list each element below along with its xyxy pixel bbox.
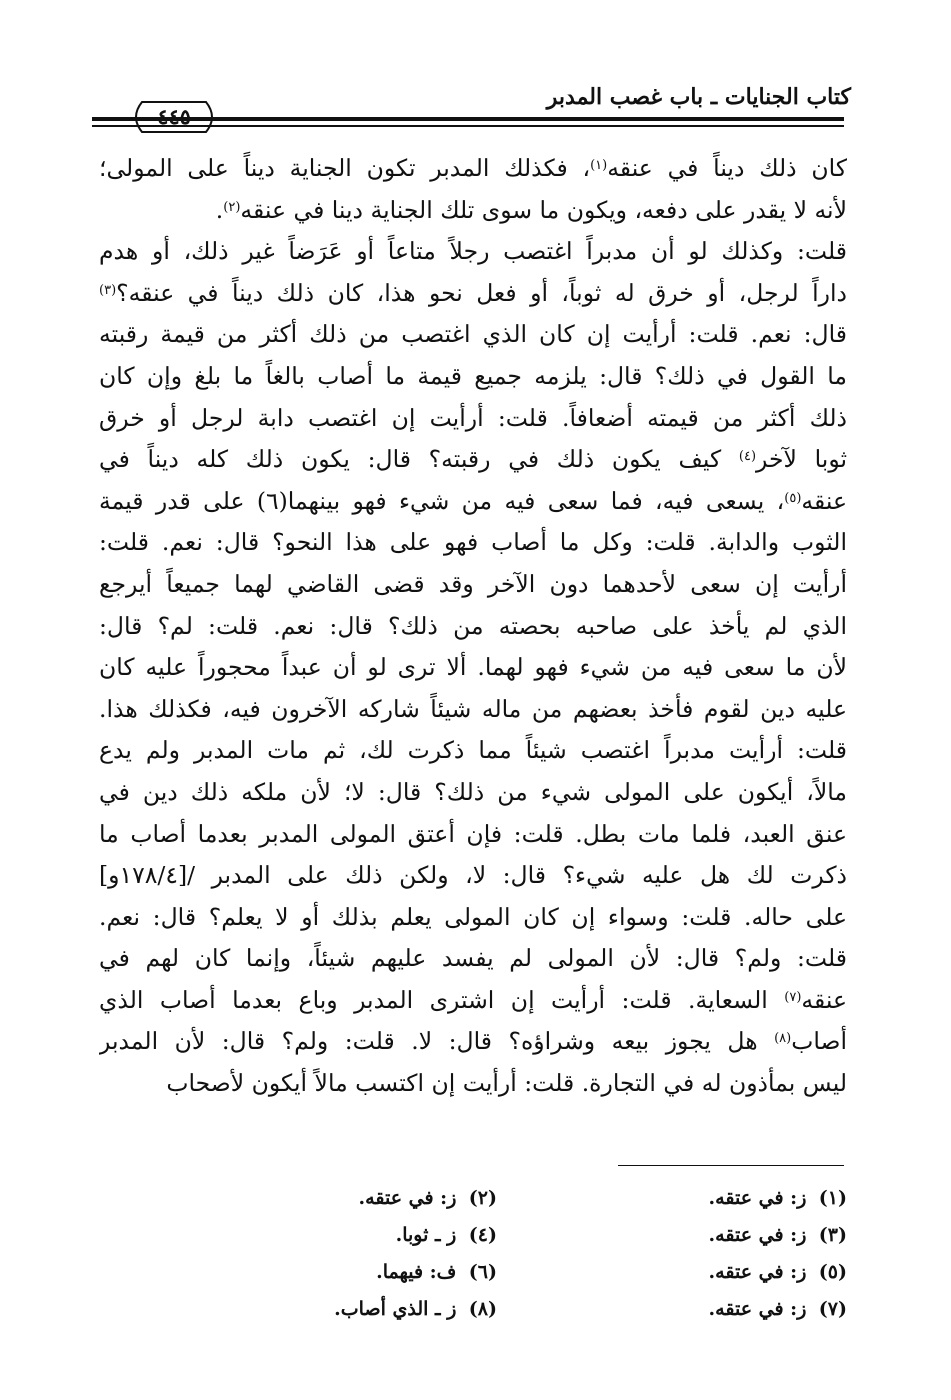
text-line [99, 356, 847, 398]
footnote-item [517, 1291, 847, 1328]
text-segment: لأنه لا يقدر على دفعه، ويكون ما سوى تلك الجناية دينا في عنقه [240, 195, 847, 224]
text-segment: قلت: وكذلك لو أن مدبراً اغتصب رجلاً متاعاً أو عَرَضاً غير ذلك، أو هدم [99, 237, 847, 266]
footnote-number: (٧) [818, 1298, 847, 1320]
footnote-item [167, 1254, 497, 1291]
footnote-number: (١) [818, 1187, 847, 1209]
footnote-marker: (٤) [738, 449, 757, 465]
footnote-item [167, 1217, 497, 1254]
footnote-marker: (٧) [784, 989, 802, 1005]
text-segment: ، يسعى فيه، فما سعى فيه من شيء فهو بينهما(٦) على قدر قيمة [99, 486, 785, 515]
text-segment: الثوب والدابة. قلت: وكل ما أصاب فهو على هذا النحو؟ قال: نعم. قلت: [99, 528, 847, 557]
footnote-number: (٦) [468, 1261, 497, 1283]
text-segment: على حاله. قلت: وسواء إن كان المولى يعلم بذلك أو لا يعلم؟ قال: نعم. [99, 902, 847, 931]
text-segment: أصاب [791, 1027, 847, 1056]
footnotes-right-column [517, 1180, 847, 1328]
footnote-text: ز: في عتقه. [708, 1187, 807, 1209]
text-line [99, 273, 847, 315]
footnote-text: ف: فيهما. [376, 1261, 457, 1283]
text-line [99, 772, 847, 814]
text-line [99, 231, 847, 273]
header-rule-thin [92, 125, 844, 127]
text-segment: قال: نعم. قلت: أرأيت إن كان الذي اغتصب من ذلك أكثر من قيمة رقبته [99, 320, 847, 349]
text-line [99, 606, 847, 648]
text-segment: عنقه [801, 985, 847, 1014]
footnote-number: (٤) [468, 1224, 497, 1246]
footnote-number: (٨) [468, 1298, 497, 1320]
text-segment: عنق العبد، فلما مات بطل. قلت: فإن أعتق المولى المدبر بعدما أصاب ما [99, 819, 847, 848]
text-segment: . [215, 195, 224, 224]
footnote-marker: (١) [590, 158, 608, 173]
footnote-item [517, 1180, 847, 1217]
footnote-marker: (٢) [223, 199, 241, 215]
header-rule-thick [92, 117, 844, 121]
text-segment: أرأيت إن سعى لأحدهما دون الآخر وقد قضى القاضي لهما جميعاً أيرجع [99, 569, 847, 598]
text-line [99, 439, 847, 481]
text-line [99, 148, 847, 190]
text-line [99, 938, 847, 980]
footnote-number: (٥) [818, 1261, 847, 1283]
text-segment: عنقه [801, 486, 847, 515]
text-line [99, 481, 847, 523]
text-segment: السعاية. قلت: أرأيت إن اشترى المدبر وباع بعدما أصاب الذي [99, 985, 785, 1014]
footnotes-left-column [167, 1180, 497, 1328]
text-segment: ما القول في ذلك؟ قال: يلزمه جميع قيمة ما أصاب بالغاً ما بلغ وإن كان [99, 361, 847, 390]
footnote-text: ز: في عتقه. [708, 1261, 807, 1283]
footnote-item [167, 1180, 497, 1217]
text-segment: عليه دين لقوم فأخذ بعضهم من ماله شيئاً شاركه الآخرون فيه، فكذلك هذا. [99, 694, 847, 723]
main-text [99, 148, 847, 1105]
text-line [99, 730, 847, 772]
text-line [99, 647, 847, 689]
text-line [99, 190, 847, 232]
text-segment: لأن ما سعى فيه من شيء فهو لهما. ألا ترى لو أن عبداً محجوراً عليه كان [99, 653, 847, 682]
text-line [99, 1021, 847, 1063]
footnote-marker: (٨) [774, 1031, 792, 1047]
text-segment: كيف يكون ذلك في رقبته؟ قال: يكون ذلك كله ديناً في [99, 445, 739, 474]
footnote-text: ز: في عتقه. [708, 1298, 807, 1320]
text-line [99, 814, 847, 856]
footnote-text: ز ـ الذي أصاب. [334, 1298, 457, 1320]
text-line [99, 980, 847, 1022]
text-segment: ذلك أكثر من قيمته أضعافاً. قلت: أرأيت إن اغتصب دابة لرجل أو خرق [99, 403, 847, 432]
footnote-item [517, 1254, 847, 1291]
text-line [99, 564, 847, 606]
text-segment: ليس بمأذون له في التجارة. قلت: أرأيت إن اكتسب مالاً أيكون لأصحاب [166, 1069, 847, 1098]
text-segment: قلت: أرأيت مدبراً اغتصب شيئاً مما ذكرت لك، ثم مات المدبر ولم يدع [99, 736, 847, 765]
footnote-item [167, 1291, 497, 1328]
footnote-text: ز ـ ثوبا. [395, 1224, 457, 1246]
text-segment: ذكرت لك هل عليه شيء؟ قال: لا، ولكن ذلك على المدبر /[١٧٨/٤و] [99, 861, 847, 890]
text-line [99, 897, 847, 939]
text-segment: كان ذلك ديناً في عنقه [607, 154, 847, 182]
text-line [99, 522, 847, 564]
text-segment: ، فكذلك المدبر تكون الجناية ديناً على المولى؛ [99, 154, 591, 182]
text-segment: مالاً، أيكون على المولى شيء من ذلك؟ قال: لا؛ لأن ملكه ذلك دين في [99, 777, 847, 806]
text-segment: الذي لم يأخذ على صاحبه بحصته من ذلك؟ قال: نعم. قلت: لم؟ قال: [99, 611, 847, 640]
text-segment: ثوبا لآخر [756, 445, 847, 474]
text-segment: هل يجوز بيعه وشراؤه؟ قال: لا. قلت: ولم؟ قال: لأن المدبر [99, 1027, 775, 1056]
text-segment: قلت: ولم؟ قال: لأن المولى لم يفسد عليهم شيئاً، وإنما كان لهم في [99, 944, 847, 973]
footnote-marker: (٥) [784, 490, 802, 506]
text-line [99, 689, 847, 731]
footnote-text: ز: في عتقه. [358, 1187, 457, 1209]
text-line [99, 1063, 847, 1105]
footnote-item [517, 1217, 847, 1254]
footnote-text: ز: في عتقه. [708, 1224, 807, 1246]
footnote-number: (٣) [818, 1224, 847, 1246]
text-line [99, 855, 847, 897]
footnote-number: (٢) [468, 1187, 497, 1209]
footnote-separator [618, 1165, 844, 1166]
text-line [99, 314, 847, 356]
text-segment: داراً لرجل، أو خرق له ثوباً، أو فعل نحو هذا، كان ذلك ديناً في عنقه؟ [116, 278, 847, 307]
running-title: كتاب الجنايات ـ باب غصب المدبر [546, 84, 851, 110]
footnote-marker: (٣) [99, 282, 117, 298]
text-line [99, 398, 847, 440]
